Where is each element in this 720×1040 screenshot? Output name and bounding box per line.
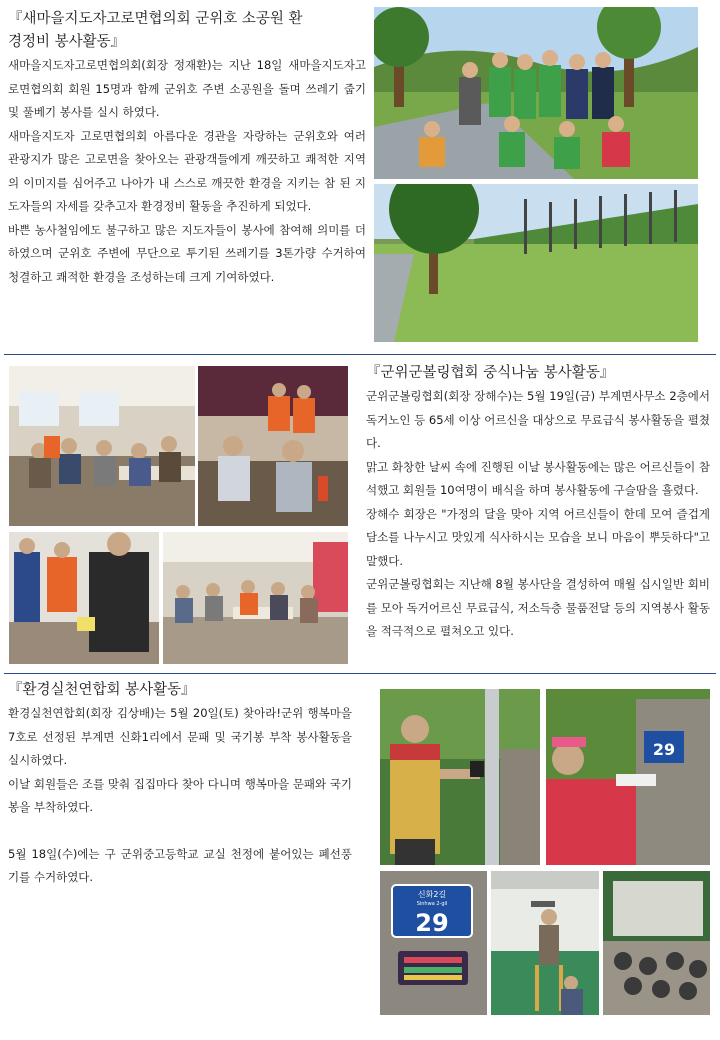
paragraph: 새마을지도자고로면협의회(회장 정재환)는 지난 18일 새마을지도자고로면협의회 회원 15명과 함께 군위호 주변 소공원을 돌며 쓰레기 줍기 및 풀베기 봉사를 실시 하였다. (8, 58, 366, 119)
title-line-1: 『새마을지도자고로면협의회 군위호 소공원 환 (8, 11, 303, 27)
sign-street-roman: Sinhwa 2-gil (416, 901, 448, 907)
sign-number: 29 (415, 909, 449, 937)
paragraph: 새마을지도자 고로면협의회 아름다운 경관을 자랑하는 군위호와 여러 관광지가 많은 고로면을 찾아오는 관광객들에게 깨끗하고 쾌적한 지역의 이미지를 심어주고 나아가 내 스스로 깨끗한 환경을 지키는 참 된 지도자들의 자세를 갖추고자 환경정비 활동을 추진하게 되었다. (8, 128, 366, 213)
photo-volunteers-serving (198, 366, 348, 526)
paragraph: 5월 18일(수)에는 구 군위중고등학교 교실 천정에 붙어있는 폐선풍기를 수거하였다. (8, 846, 352, 884)
paragraph: 군위군볼링협회는 지난해 8월 봉사단을 결성하여 매월 십시일반 회비를 모아 독거어르신 무료급식, 저소득층 물품전달 등의 지역봉사 활동을 적극적으로 펼쳐오고 있다. (366, 577, 710, 638)
sign-number-small: 29 (652, 740, 676, 759)
sign-street: 신화2길 (417, 890, 447, 899)
paragraph: 장해수 회장은 "가정의 달을 맞아 지역 어르신들이 한데 모여 즐겁게 담소를 나누시고 맛있게 식사하시는 모습을 보니 마음이 뿌듯하다"고 말했다. (366, 506, 710, 568)
photo-doorplate-closeup (380, 871, 487, 1015)
paragraph: 군위군볼링협회(회장 장해수)는 5월 19일(금) 부계면사무소 2층에서 독거노인 등 65세 이상 어르신을 대상으로 무료급식 봉사활동을 펼쳤다. (366, 389, 710, 450)
photo-attaching-doorplate (546, 689, 710, 865)
paragraph: 환경실천연합회(회장 김상배)는 5월 20일(토) 찾아라!군위 행복마을 7호로 선정된 부계면 신화1리에서 문패 및 국기봉 부착 봉사활동을 실시하였다. (8, 706, 352, 767)
paragraph: 맑고 화창한 날씨 속에 진행된 이날 봉사활동에는 많은 어르신들이 참석했고 회원들 10여명이 배식을 하며 봉사활동에 구슬땀을 흘렸다. (366, 459, 710, 497)
photo-seniors-eating (163, 532, 348, 664)
paragraph: 이날 회원들은 조를 맞춰 집집마다 찾아 다니며 행복마을 문패와 국기봉을 부착하였다. (8, 776, 352, 814)
photo-removing-fan (491, 871, 599, 1015)
section-environment (0, 675, 720, 1035)
section-saemaeul (0, 0, 720, 350)
paragraph-spacer (8, 820, 352, 843)
photo-collected-fans (603, 871, 710, 1015)
section-divider (4, 673, 716, 674)
title-line-2: 경정비 봉사활동』 (8, 34, 126, 50)
photo-cleaned-grass (374, 184, 698, 342)
photo-group-park (374, 7, 698, 179)
section-saemaeul-text (8, 8, 366, 289)
photo-dining-hall (9, 366, 195, 526)
section-saemaeul-title (8, 8, 366, 54)
section-divider (4, 354, 716, 355)
photo-serving-food (9, 532, 159, 664)
section-environment-text (8, 679, 352, 890)
photo-installing-flagpole (380, 689, 540, 865)
section-bowling-title: 『군위군볼링협회 중식나눔 봉사활동』 (366, 365, 615, 381)
section-environment-title: 『환경실천연합회 봉사활동』 (8, 682, 196, 698)
paragraph: 바쁜 농사철임에도 불구하고 많은 지도자들이 봉사에 참여해 의미를 더 하였으며 군위호 주변에 무단으로 투기된 쓰레기를 3톤가량 수거하여 청결하고 쾌적한 환경을 조성하는데 크게 기여하였다. (8, 222, 366, 284)
section-bowling (0, 356, 720, 672)
section-bowling-text (366, 362, 710, 644)
